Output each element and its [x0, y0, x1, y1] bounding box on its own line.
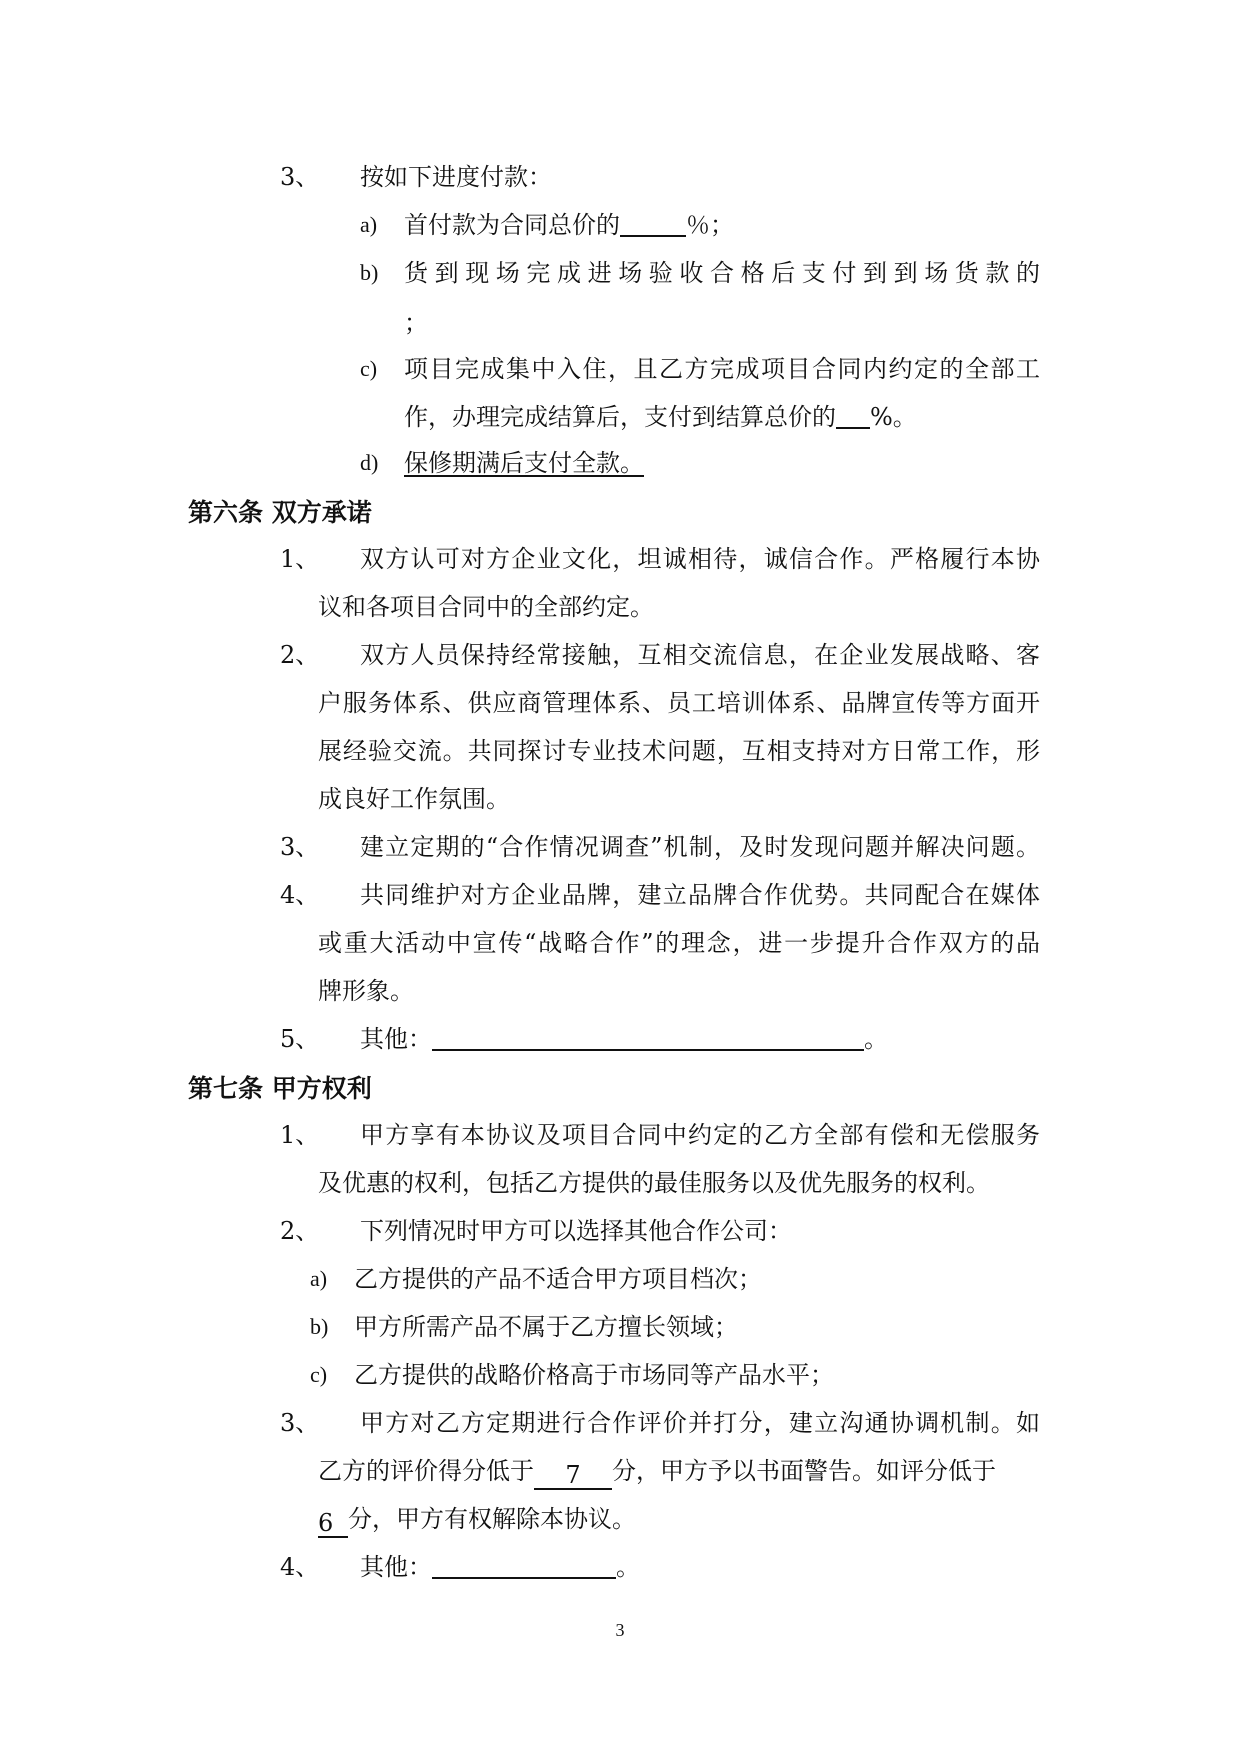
item-number: 3、 [280, 1409, 320, 1437]
item-number: 5、 [280, 1025, 320, 1053]
sub-label: b) [360, 260, 379, 285]
item-text-continued: 展经验交流。共同探讨专业技术问题，互相支持对方日常工作，形 [318, 737, 1040, 765]
sub-label: a) [360, 212, 378, 237]
item-text: 建立定期的“合作情况调查”机制，及时发现问题并解决问题。 [360, 833, 1040, 861]
blank-field [432, 1023, 864, 1051]
sub-text: 保修期满后支付全款。 [404, 449, 644, 477]
blank-field [620, 209, 686, 237]
sub-text-continued: ； [404, 309, 428, 337]
sub-label: c) [360, 356, 378, 381]
item-text: 甲方享有本协议及项目合同中约定的乙方全部有偿和无偿服务 [360, 1121, 1040, 1149]
blank-field [432, 1551, 616, 1579]
sub-text: 项目完成集中入住，且乙方完成项目合同内约定的全部工 [404, 355, 1040, 383]
sub-text: 乙方提供的战略价格高于市场同等产品水平； [354, 1361, 834, 1389]
page-number: 3 [615, 1620, 625, 1640]
sub-label: b) [310, 1314, 329, 1339]
item-text: 双方人员保持经常接触，互相交流信息，在企业发展战略、客 [360, 641, 1040, 669]
sub-text-continued: 作，办理完成结算后，支付到结算总价的 %。 [404, 403, 917, 431]
item-text: 其他： 。 [360, 1025, 888, 1053]
item-text: 下列情况时甲方可以选择其他合作公司： [360, 1217, 792, 1245]
score-field: 7 [534, 1462, 612, 1490]
item-text-continued: 牌形象。 [318, 977, 414, 1005]
sub-text: 甲方所需产品不属于乙方擅长领域； [354, 1313, 738, 1341]
item-number: 3、 [280, 163, 320, 191]
sub-label: d) [360, 450, 379, 475]
item-number: 4、 [280, 881, 320, 909]
item-text-continued: 议和各项目合同中的全部约定。 [318, 593, 654, 621]
item-text: 按如下进度付款： [360, 163, 552, 191]
item-text-continued: 户服务体系、供应商管理体系、员工培训体系、品牌宣传等方面开 [318, 689, 1040, 717]
item-number: 4、 [280, 1553, 320, 1581]
item-text: 共同维护对方企业品牌，建立品牌合作优势。共同配合在媒体 [360, 881, 1040, 909]
blank-field [836, 401, 870, 429]
section-heading: 第七条 甲方权利 [188, 1074, 372, 1103]
item-text: 双方认可对方企业文化，坦诚相待，诚信合作。严格履行本协 [360, 545, 1040, 573]
item-number: 2、 [280, 641, 320, 669]
score-field: 6 [318, 1510, 348, 1538]
item-text-continued: 6 分，甲方有权解除本协议。 [318, 1505, 636, 1537]
item-text-continued: 及优惠的权利，包括乙方提供的最佳服务以及优先服务的权利。 [318, 1169, 990, 1197]
sub-label: a) [310, 1266, 328, 1291]
sub-text: 首付款为合同总价的 ％； [404, 211, 734, 239]
sub-text: 乙方提供的产品不适合甲方项目档次； [354, 1265, 762, 1293]
item-text-continued: 成良好工作氛围。 [318, 785, 510, 813]
item-text-continued: 乙方的评价得分低于 7 分，甲方予以书面警告。如评分低于 [318, 1457, 996, 1489]
sub-text: 货到现场完成进场验收合格后支付到到场货款的 [404, 259, 1040, 287]
item-text: 甲方对乙方定期进行合作评价并打分，建立沟通协调机制。如 [360, 1409, 1040, 1437]
item-text: 其他： 。 [360, 1553, 640, 1581]
section-heading: 第六条 双方承诺 [188, 498, 372, 527]
sub-label: c) [310, 1362, 328, 1387]
item-number: 2、 [280, 1217, 320, 1245]
item-number: 1、 [280, 1121, 320, 1149]
item-number: 3、 [280, 833, 320, 861]
item-number: 1、 [280, 545, 320, 573]
item-text-continued: 或重大活动中宣传“战略合作”的理念，进一步提升合作双方的品 [318, 929, 1040, 957]
